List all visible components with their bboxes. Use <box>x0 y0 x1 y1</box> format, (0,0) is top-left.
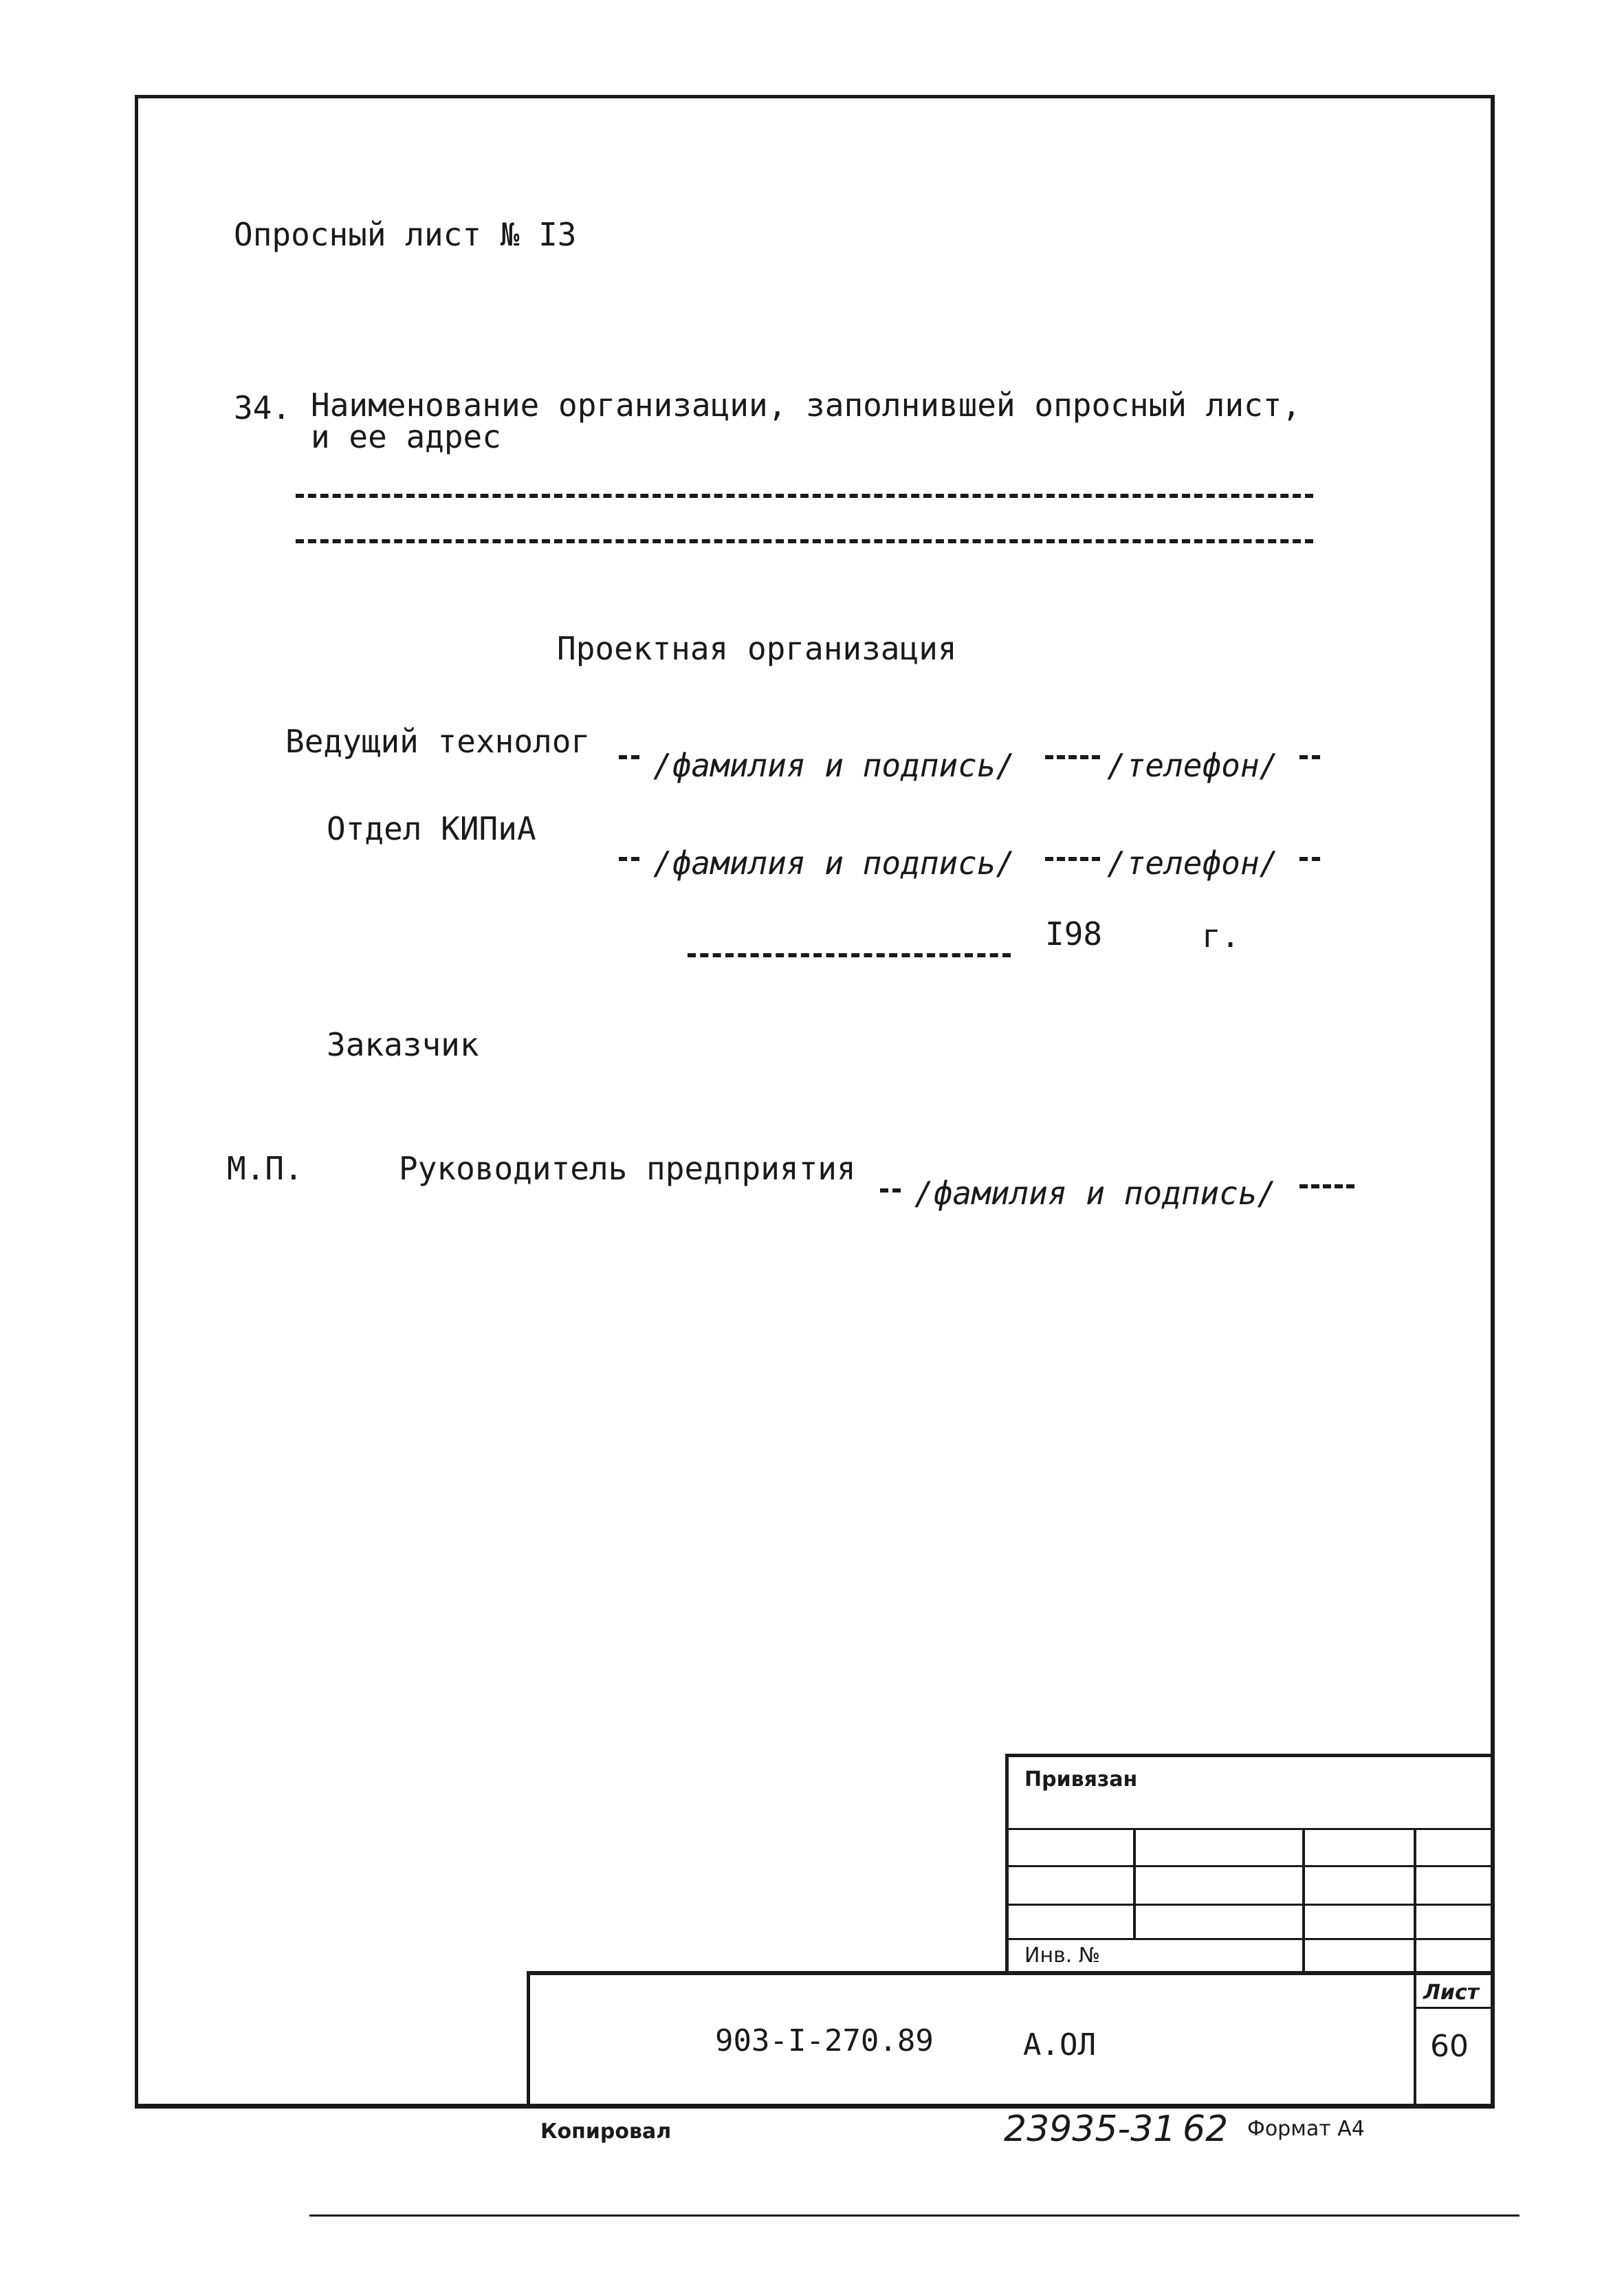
tb-col-3 <box>1414 1828 1416 1993</box>
customer-heading: Заказчик <box>327 1026 479 1063</box>
design-org-heading: Проектная организация <box>557 630 957 667</box>
lead-technologist-label: Ведущий технолог <box>285 723 591 760</box>
kipia-dept-phone: /телефон/ <box>1107 845 1279 882</box>
sign-line-2b <box>1045 857 1100 861</box>
fill-in-line-1 <box>296 494 1313 498</box>
page-title: Опросный лист № I3 <box>234 216 577 253</box>
sign-line-2c <box>1299 857 1320 861</box>
date-line <box>688 953 1011 957</box>
format-label: Формат А4 <box>1247 2117 1365 2141</box>
item-number: 34. <box>234 389 292 426</box>
tb-col-2 <box>1302 1828 1305 1972</box>
tb-row-2 <box>1005 1865 1495 1867</box>
kipia-dept-label: Отдел КИПиА <box>327 810 536 847</box>
tb-col-1 <box>1133 1828 1136 1938</box>
kipia-dept-signature: /фамилия и подпись/ <box>653 845 1016 882</box>
sign-line-1c <box>1299 755 1320 759</box>
sign-line-3a <box>880 1188 901 1193</box>
copied-by-label: Копировал <box>540 2120 672 2144</box>
tb-main-left <box>527 1971 530 2109</box>
order-number: 23935-31 <box>1004 2109 1176 2150</box>
document-mark: А.ОЛ <box>1023 2027 1096 2062</box>
tb-sheet-divider <box>1414 1971 1416 2109</box>
tb-row-4 <box>1005 1938 1495 1940</box>
tb-sheet-label-line <box>1414 2007 1495 2009</box>
lead-technologist-phone: /телефон/ <box>1107 747 1279 784</box>
tb-row-3 <box>1005 1904 1495 1906</box>
tb-outer-top <box>1005 1754 1495 1757</box>
sign-line-1a <box>619 755 639 759</box>
page-code: 62 <box>1183 2109 1229 2150</box>
attached-label: Привязан <box>1024 1767 1138 1792</box>
sign-line-1b <box>1045 755 1100 759</box>
enterprise-head-label: Руководитель предприятия <box>399 1150 856 1187</box>
tb-outer-left <box>1005 1754 1009 1974</box>
tb-row-1 <box>1005 1828 1495 1830</box>
fill-in-line-2 <box>296 539 1313 543</box>
tb-main-top <box>527 1971 1495 1975</box>
item-text-line1: Наименование организации, заполнившей опросный лист, <box>311 387 1302 424</box>
document-code: 903-I-270.89 <box>715 2023 934 2058</box>
year-suffix: г. <box>1202 917 1240 955</box>
frame-corner-mark <box>172 95 227 98</box>
sign-line-2a <box>619 857 639 861</box>
enterprise-head-signature: /фамилия и подпись/ <box>914 1175 1277 1212</box>
item-text-line2: и ее адрес <box>311 418 501 455</box>
inventory-number-label: Инв. № <box>1024 1944 1101 1968</box>
sign-line-3b <box>1299 1184 1354 1188</box>
lead-technologist-signature: /фамилия и подпись/ <box>653 747 1016 784</box>
bottom-rule <box>309 2214 1519 2217</box>
year-prefix: I98 <box>1045 915 1103 953</box>
stamp-placeholder: М.П. <box>227 1150 303 1187</box>
sheet-number: 60 <box>1430 2029 1469 2064</box>
sheet-label: Лист <box>1423 1981 1480 2005</box>
